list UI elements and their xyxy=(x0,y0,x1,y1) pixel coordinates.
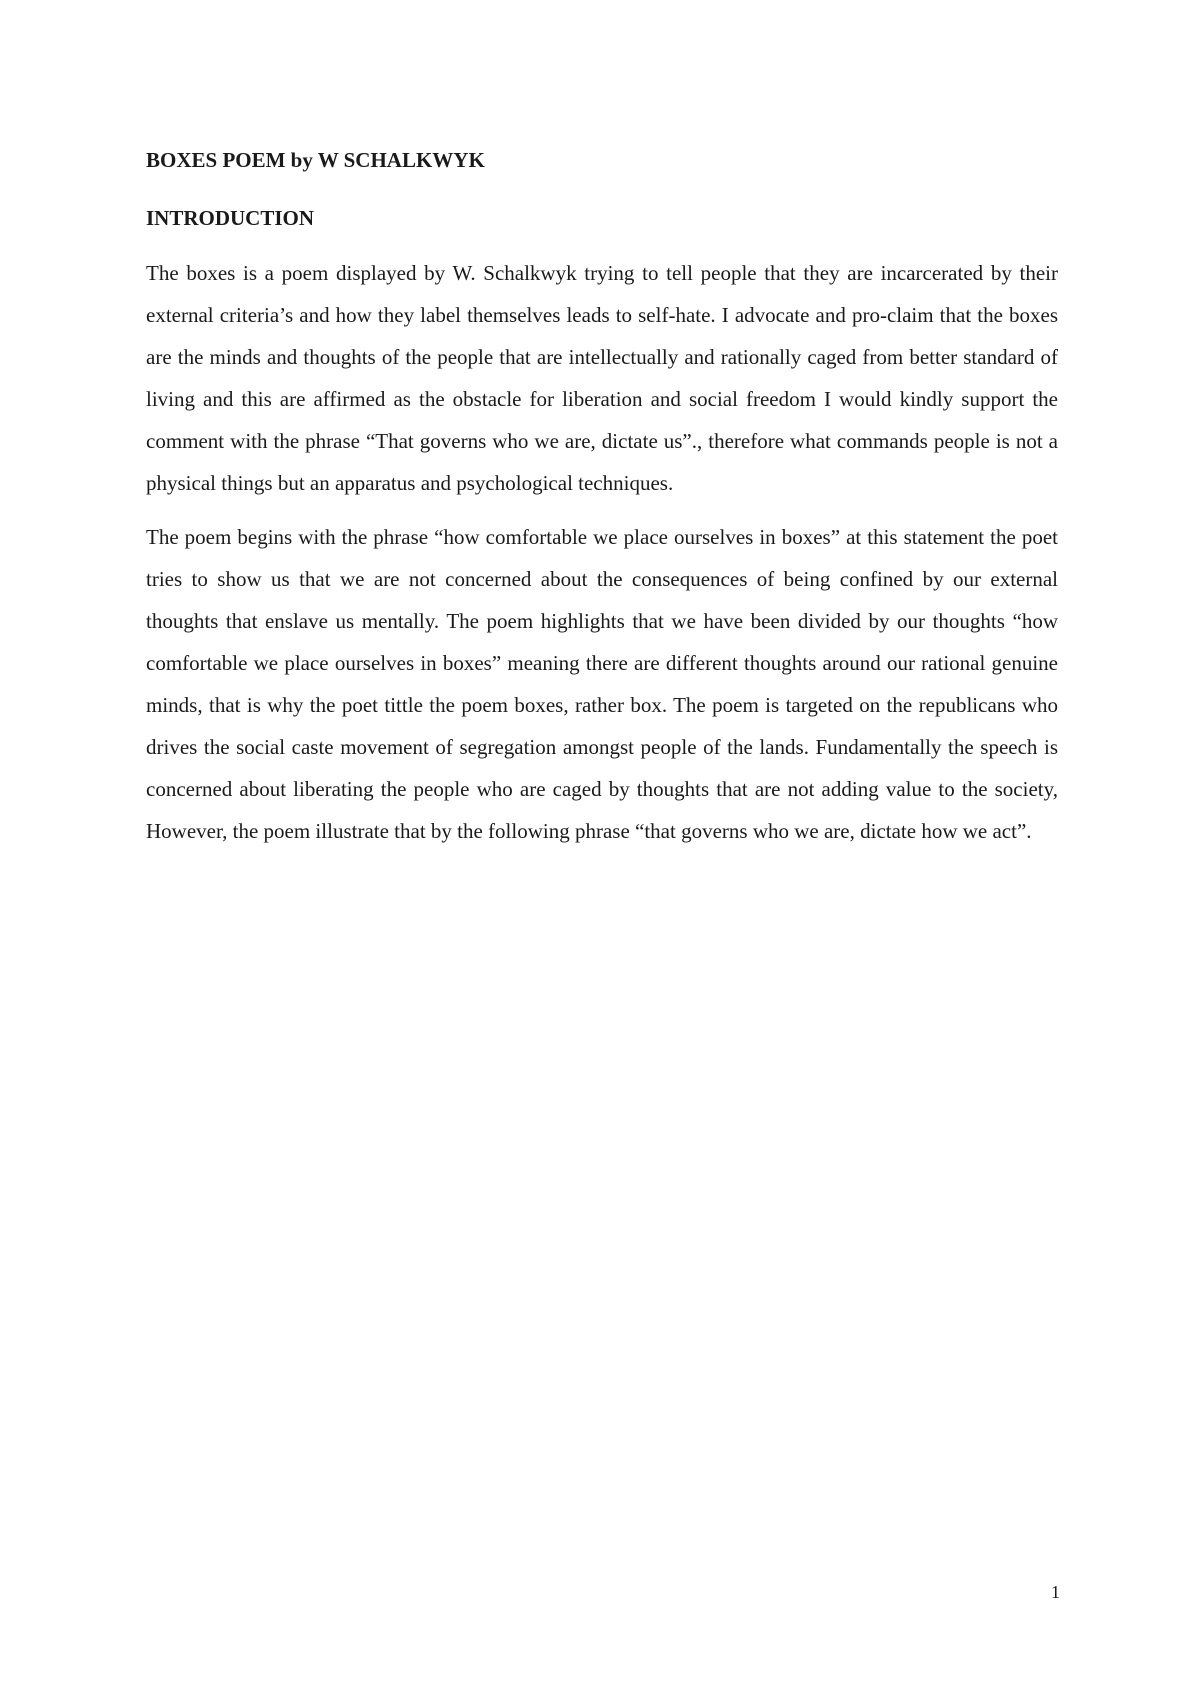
paragraph-2: The poem begins with the phrase “how comfortable we place ourselves in boxes” at this statement the poet tries to show us that we are not concerned about the consequences of being confined by our external thoughts that enslave us mentally. The poem highlights that we have been divided by our thoughts “how comfortable we place ourselves in boxes” meaning there are different thoughts around our rational genuine minds, that is why the poet tittle the poem boxes, rather box. The poem is targeted on the republicans who drives the social caste movement of segregation amongst people of the lands. Fundamentally the speech is concerned about liberating the people who are caged by thoughts that are not adding value to the society, However, the poem illustrate that by the following phrase “that governs who we are, dictate how we act”. xyxy=(146,525,1058,843)
document-title: BOXES POEM by W SCHALKWYK xyxy=(146,148,485,172)
page-number: 1 xyxy=(1051,1582,1060,1602)
section-heading: INTRODUCTION xyxy=(146,206,315,230)
document-body xyxy=(146,140,1058,864)
paragraph-1: The boxes is a poem displayed by W. Schalkwyk trying to tell people that they are incarcerated by their external criteria’s and how they label themselves leads to self-hate. I advocate and pro-claim that the boxes are the minds and thoughts of the people that are intellectually and rationally caged from better standard of living and this are affirmed as the obstacle for liberation and social freedom I would kindly support the comment with the phrase “That governs who we are, dictate us”., therefore what commands people is not a physical things but an apparatus and psychological techniques. xyxy=(146,261,1058,495)
